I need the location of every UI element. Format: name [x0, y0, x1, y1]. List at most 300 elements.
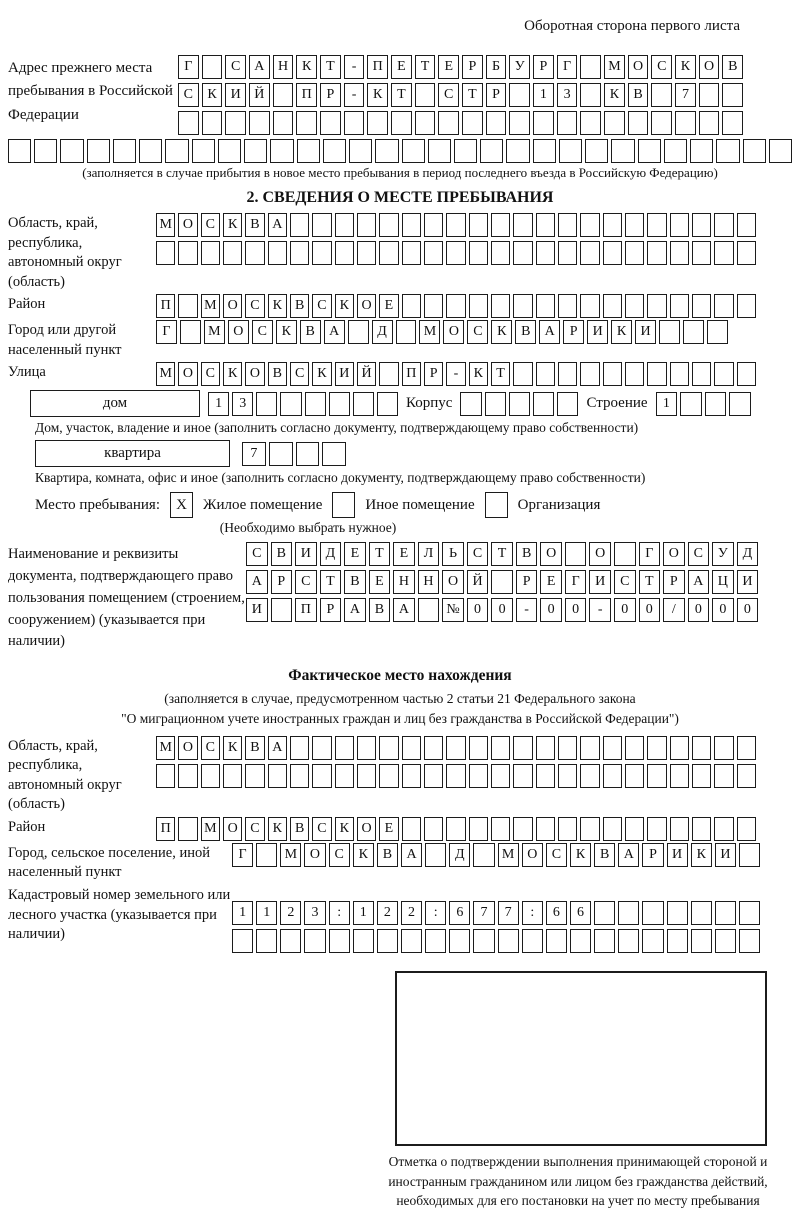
char-cell[interactable]	[533, 392, 554, 416]
char-cell[interactable]	[737, 362, 756, 386]
char-cell[interactable]	[273, 83, 294, 107]
char-cell[interactable]	[244, 139, 267, 163]
char-cell[interactable]	[513, 362, 532, 386]
char-cell[interactable]: 7	[675, 83, 696, 107]
char-cell[interactable]: С	[329, 843, 350, 867]
char-cell[interactable]	[469, 213, 488, 237]
char-cell[interactable]	[647, 764, 666, 788]
char-cell[interactable]: П	[156, 294, 175, 318]
char-cell[interactable]	[297, 139, 320, 163]
char-cell[interactable]	[8, 139, 31, 163]
char-cell[interactable]	[402, 736, 421, 760]
char-cell[interactable]: Д	[449, 843, 470, 867]
char-cell[interactable]	[737, 294, 756, 318]
char-cell[interactable]	[424, 764, 443, 788]
char-cell[interactable]	[707, 320, 728, 344]
residential-checkbox[interactable]: X	[170, 492, 193, 518]
char-cell[interactable]	[304, 929, 325, 953]
char-cell[interactable]	[647, 241, 666, 265]
char-cell[interactable]	[670, 294, 689, 318]
char-cell[interactable]: К	[604, 83, 625, 107]
char-cell[interactable]: И	[737, 570, 759, 594]
char-cell[interactable]: 1	[533, 83, 554, 107]
char-cell[interactable]: К	[469, 362, 488, 386]
char-cell[interactable]: Р	[271, 570, 293, 594]
char-cell[interactable]	[594, 929, 615, 953]
char-cell[interactable]: Е	[379, 817, 398, 841]
char-cell[interactable]	[692, 241, 711, 265]
char-cell[interactable]: 7	[498, 901, 519, 925]
char-cell[interactable]: С	[651, 55, 672, 79]
char-cell[interactable]: Й	[467, 570, 489, 594]
char-cell[interactable]: М	[201, 817, 220, 841]
char-cell[interactable]: О	[540, 542, 562, 566]
char-cell[interactable]	[536, 213, 555, 237]
char-cell[interactable]	[245, 764, 264, 788]
char-cell[interactable]	[642, 929, 663, 953]
char-cell[interactable]: Д	[372, 320, 393, 344]
char-cell[interactable]: У	[712, 542, 734, 566]
char-cell[interactable]: К	[296, 55, 317, 79]
char-cell[interactable]: 1	[656, 392, 678, 416]
char-cell[interactable]	[739, 929, 760, 953]
char-cell[interactable]	[536, 241, 555, 265]
char-cell[interactable]: В	[515, 320, 536, 344]
char-cell[interactable]: М	[156, 362, 175, 386]
char-cell[interactable]	[603, 213, 622, 237]
char-cell[interactable]: Г	[565, 570, 587, 594]
char-cell[interactable]	[580, 362, 599, 386]
char-cell[interactable]: -	[516, 598, 538, 622]
char-cell[interactable]: №	[442, 598, 464, 622]
char-cell[interactable]	[737, 817, 756, 841]
char-cell[interactable]	[402, 294, 421, 318]
char-cell[interactable]: М	[419, 320, 440, 344]
char-cell[interactable]: С	[246, 542, 268, 566]
char-cell[interactable]: О	[178, 213, 197, 237]
char-cell[interactable]	[335, 241, 354, 265]
char-cell[interactable]: К	[223, 736, 242, 760]
char-cell[interactable]	[379, 736, 398, 760]
char-cell[interactable]	[415, 83, 436, 107]
char-cell[interactable]: В	[245, 213, 264, 237]
char-cell[interactable]: А	[393, 598, 415, 622]
char-cell[interactable]	[402, 764, 421, 788]
char-cell[interactable]	[667, 901, 688, 925]
char-cell[interactable]	[178, 764, 197, 788]
char-cell[interactable]: 3	[232, 392, 253, 416]
char-cell[interactable]: У	[509, 55, 530, 79]
char-cell[interactable]	[737, 213, 756, 237]
char-cell[interactable]: Г	[156, 320, 177, 344]
char-cell[interactable]	[485, 392, 506, 416]
char-cell[interactable]	[580, 83, 601, 107]
char-cell[interactable]: И	[295, 542, 317, 566]
char-cell[interactable]	[296, 442, 320, 466]
char-cell[interactable]	[513, 241, 532, 265]
char-cell[interactable]: Т	[491, 362, 510, 386]
char-cell[interactable]	[329, 929, 350, 953]
char-cell[interactable]	[424, 736, 443, 760]
char-cell[interactable]: -	[446, 362, 465, 386]
char-cell[interactable]	[647, 213, 666, 237]
char-cell[interactable]	[201, 764, 220, 788]
char-cell[interactable]	[449, 929, 470, 953]
char-cell[interactable]: -	[344, 55, 365, 79]
char-cell[interactable]	[178, 294, 197, 318]
char-cell[interactable]: Р	[642, 843, 663, 867]
char-cell[interactable]	[256, 929, 277, 953]
char-cell[interactable]: Т	[320, 570, 342, 594]
char-cell[interactable]	[680, 392, 702, 416]
char-cell[interactable]	[558, 213, 577, 237]
char-cell[interactable]	[714, 362, 733, 386]
char-cell[interactable]: К	[223, 362, 242, 386]
char-cell[interactable]	[625, 294, 644, 318]
char-cell[interactable]: С	[201, 362, 220, 386]
char-cell[interactable]: В	[377, 843, 398, 867]
char-cell[interactable]	[625, 241, 644, 265]
char-cell[interactable]	[714, 736, 733, 760]
char-cell[interactable]: 2	[280, 901, 301, 925]
char-cell[interactable]	[594, 901, 615, 925]
char-cell[interactable]: Е	[391, 55, 412, 79]
char-cell[interactable]	[618, 929, 639, 953]
char-cell[interactable]	[87, 139, 110, 163]
char-cell[interactable]: О	[357, 817, 376, 841]
char-cell[interactable]: В	[722, 55, 743, 79]
char-cell[interactable]: Р	[424, 362, 443, 386]
char-cell[interactable]: Р	[563, 320, 584, 344]
char-cell[interactable]	[454, 139, 477, 163]
char-cell[interactable]: П	[296, 83, 317, 107]
char-cell[interactable]: 1	[256, 901, 277, 925]
char-cell[interactable]	[486, 111, 507, 135]
char-cell[interactable]	[558, 362, 577, 386]
char-cell[interactable]	[716, 139, 739, 163]
char-cell[interactable]	[536, 362, 555, 386]
char-cell[interactable]	[509, 111, 530, 135]
char-cell[interactable]	[715, 929, 736, 953]
char-cell[interactable]	[580, 55, 601, 79]
char-cell[interactable]	[418, 598, 440, 622]
char-cell[interactable]	[438, 111, 459, 135]
char-cell[interactable]	[558, 294, 577, 318]
char-cell[interactable]: Е	[379, 294, 398, 318]
char-cell[interactable]: С	[438, 83, 459, 107]
char-cell[interactable]: М	[498, 843, 519, 867]
char-cell[interactable]	[425, 929, 446, 953]
char-cell[interactable]	[659, 320, 680, 344]
char-cell[interactable]: К	[268, 817, 287, 841]
char-cell[interactable]	[280, 392, 301, 416]
char-cell[interactable]	[256, 392, 277, 416]
char-cell[interactable]	[580, 213, 599, 237]
char-cell[interactable]: :	[329, 901, 350, 925]
char-cell[interactable]	[425, 843, 446, 867]
char-cell[interactable]: 7	[473, 901, 494, 925]
char-cell[interactable]	[558, 241, 577, 265]
char-cell[interactable]: П	[295, 598, 317, 622]
char-cell[interactable]	[218, 139, 241, 163]
char-cell[interactable]	[533, 139, 556, 163]
char-cell[interactable]	[245, 241, 264, 265]
char-cell[interactable]	[329, 392, 350, 416]
char-cell[interactable]	[312, 241, 331, 265]
char-cell[interactable]	[469, 294, 488, 318]
char-cell[interactable]	[268, 764, 287, 788]
char-cell[interactable]	[320, 111, 341, 135]
char-cell[interactable]: А	[688, 570, 710, 594]
char-cell[interactable]	[401, 929, 422, 953]
char-cell[interactable]: Е	[393, 542, 415, 566]
char-cell[interactable]	[715, 901, 736, 925]
char-cell[interactable]	[603, 362, 622, 386]
char-cell[interactable]	[670, 817, 689, 841]
char-cell[interactable]: К	[335, 817, 354, 841]
char-cell[interactable]	[603, 736, 622, 760]
char-cell[interactable]	[353, 392, 374, 416]
char-cell[interactable]	[769, 139, 792, 163]
char-cell[interactable]	[647, 362, 666, 386]
char-cell[interactable]	[296, 111, 317, 135]
char-cell[interactable]: К	[367, 83, 388, 107]
char-cell[interactable]: А	[246, 570, 268, 594]
char-cell[interactable]	[692, 764, 711, 788]
char-cell[interactable]	[729, 392, 751, 416]
char-cell[interactable]	[699, 83, 720, 107]
char-cell[interactable]: 0	[712, 598, 734, 622]
char-cell[interactable]	[692, 736, 711, 760]
char-cell[interactable]	[344, 111, 365, 135]
char-cell[interactable]	[270, 139, 293, 163]
char-cell[interactable]	[424, 817, 443, 841]
char-cell[interactable]: 2	[377, 901, 398, 925]
char-cell[interactable]: И	[225, 83, 246, 107]
char-cell[interactable]	[428, 139, 451, 163]
char-cell[interactable]	[377, 392, 398, 416]
char-cell[interactable]	[670, 736, 689, 760]
char-cell[interactable]	[290, 736, 309, 760]
char-cell[interactable]: 6	[449, 901, 470, 925]
char-cell[interactable]	[580, 241, 599, 265]
char-cell[interactable]: А	[401, 843, 422, 867]
char-cell[interactable]: В	[516, 542, 538, 566]
char-cell[interactable]	[642, 901, 663, 925]
char-cell[interactable]	[743, 139, 766, 163]
char-cell[interactable]: В	[594, 843, 615, 867]
char-cell[interactable]: С	[290, 362, 309, 386]
char-cell[interactable]	[670, 241, 689, 265]
char-cell[interactable]: М	[201, 294, 220, 318]
char-cell[interactable]	[611, 139, 634, 163]
char-cell[interactable]	[491, 817, 510, 841]
char-cell[interactable]: Б	[486, 55, 507, 79]
char-cell[interactable]	[651, 111, 672, 135]
char-cell[interactable]	[349, 139, 372, 163]
char-cell[interactable]	[424, 213, 443, 237]
char-cell[interactable]	[415, 111, 436, 135]
char-cell[interactable]	[473, 843, 494, 867]
char-cell[interactable]	[391, 111, 412, 135]
char-cell[interactable]	[113, 139, 136, 163]
char-cell[interactable]: Р	[533, 55, 554, 79]
char-cell[interactable]	[670, 764, 689, 788]
char-cell[interactable]: Е	[344, 542, 366, 566]
char-cell[interactable]	[178, 241, 197, 265]
char-cell[interactable]	[498, 929, 519, 953]
char-cell[interactable]: Т	[391, 83, 412, 107]
char-cell[interactable]	[139, 139, 162, 163]
char-cell[interactable]: О	[178, 736, 197, 760]
char-cell[interactable]: 2	[401, 901, 422, 925]
char-cell[interactable]	[473, 929, 494, 953]
char-cell[interactable]: М	[156, 213, 175, 237]
char-cell[interactable]	[533, 111, 554, 135]
other-premises-checkbox[interactable]	[332, 492, 355, 518]
char-cell[interactable]	[509, 83, 530, 107]
char-cell[interactable]	[557, 111, 578, 135]
char-cell[interactable]: С	[688, 542, 710, 566]
char-cell[interactable]	[280, 929, 301, 953]
char-cell[interactable]: О	[357, 294, 376, 318]
char-cell[interactable]: Д	[320, 542, 342, 566]
char-cell[interactable]: К	[335, 294, 354, 318]
char-cell[interactable]	[513, 213, 532, 237]
char-cell[interactable]	[480, 139, 503, 163]
char-cell[interactable]	[691, 901, 712, 925]
char-cell[interactable]: С	[201, 736, 220, 760]
char-cell[interactable]: 0	[565, 598, 587, 622]
char-cell[interactable]	[559, 139, 582, 163]
char-cell[interactable]	[647, 294, 666, 318]
char-cell[interactable]: Д	[737, 542, 759, 566]
char-cell[interactable]	[737, 736, 756, 760]
char-cell[interactable]: 0	[737, 598, 759, 622]
char-cell[interactable]	[585, 139, 608, 163]
char-cell[interactable]	[269, 442, 293, 466]
char-cell[interactable]: И	[589, 570, 611, 594]
char-cell[interactable]	[714, 241, 733, 265]
char-cell[interactable]	[614, 542, 636, 566]
char-cell[interactable]: С	[295, 570, 317, 594]
char-cell[interactable]	[335, 764, 354, 788]
char-cell[interactable]	[424, 294, 443, 318]
char-cell[interactable]: Г	[232, 843, 253, 867]
char-cell[interactable]	[290, 241, 309, 265]
char-cell[interactable]: А	[268, 213, 287, 237]
char-cell[interactable]	[268, 241, 287, 265]
char-cell[interactable]	[670, 213, 689, 237]
char-cell[interactable]	[256, 843, 277, 867]
char-cell[interactable]: 0	[688, 598, 710, 622]
char-cell[interactable]	[603, 241, 622, 265]
char-cell[interactable]: С	[614, 570, 636, 594]
char-cell[interactable]	[312, 764, 331, 788]
char-cell[interactable]	[462, 111, 483, 135]
char-cell[interactable]: И	[587, 320, 608, 344]
char-cell[interactable]	[558, 817, 577, 841]
char-cell[interactable]: 3	[557, 83, 578, 107]
char-cell[interactable]	[580, 736, 599, 760]
char-cell[interactable]: В	[268, 362, 287, 386]
char-cell[interactable]	[290, 764, 309, 788]
char-cell[interactable]: В	[271, 542, 293, 566]
char-cell[interactable]: О	[443, 320, 464, 344]
char-cell[interactable]	[201, 241, 220, 265]
char-cell[interactable]: В	[290, 817, 309, 841]
char-cell[interactable]: Р	[516, 570, 538, 594]
char-cell[interactable]	[202, 111, 223, 135]
char-cell[interactable]: Н	[418, 570, 440, 594]
char-cell[interactable]: О	[228, 320, 249, 344]
char-cell[interactable]: В	[245, 736, 264, 760]
char-cell[interactable]	[469, 764, 488, 788]
char-cell[interactable]: П	[156, 817, 175, 841]
char-cell[interactable]: П	[402, 362, 421, 386]
char-cell[interactable]: М	[156, 736, 175, 760]
char-cell[interactable]	[446, 736, 465, 760]
char-cell[interactable]: А	[618, 843, 639, 867]
char-cell[interactable]	[705, 392, 727, 416]
char-cell[interactable]	[625, 736, 644, 760]
char-cell[interactable]: Т	[320, 55, 341, 79]
char-cell[interactable]	[565, 542, 587, 566]
char-cell[interactable]: А	[249, 55, 270, 79]
char-cell[interactable]: :	[425, 901, 446, 925]
char-cell[interactable]	[249, 111, 270, 135]
char-cell[interactable]: М	[280, 843, 301, 867]
char-cell[interactable]	[180, 320, 201, 344]
char-cell[interactable]: С	[245, 817, 264, 841]
char-cell[interactable]: К	[691, 843, 712, 867]
char-cell[interactable]	[402, 817, 421, 841]
char-cell[interactable]	[165, 139, 188, 163]
char-cell[interactable]: 0	[639, 598, 661, 622]
char-cell[interactable]: О	[245, 362, 264, 386]
char-cell[interactable]	[506, 139, 529, 163]
char-cell[interactable]	[353, 929, 374, 953]
char-cell[interactable]: М	[604, 55, 625, 79]
char-cell[interactable]	[699, 111, 720, 135]
char-cell[interactable]: Г	[639, 542, 661, 566]
char-cell[interactable]: Й	[357, 362, 376, 386]
char-cell[interactable]	[714, 213, 733, 237]
char-cell[interactable]	[446, 213, 465, 237]
char-cell[interactable]	[156, 764, 175, 788]
char-cell[interactable]	[379, 213, 398, 237]
char-cell[interactable]	[290, 213, 309, 237]
char-cell[interactable]	[357, 736, 376, 760]
char-cell[interactable]: 6	[546, 901, 567, 925]
char-cell[interactable]	[312, 736, 331, 760]
char-cell[interactable]	[446, 294, 465, 318]
char-cell[interactable]	[667, 929, 688, 953]
char-cell[interactable]	[722, 111, 743, 135]
char-cell[interactable]: Р	[320, 598, 342, 622]
char-cell[interactable]	[675, 111, 696, 135]
char-cell[interactable]	[536, 764, 555, 788]
char-cell[interactable]: О	[663, 542, 685, 566]
char-cell[interactable]: О	[223, 294, 242, 318]
char-cell[interactable]: Е	[369, 570, 391, 594]
char-cell[interactable]: К	[268, 294, 287, 318]
char-cell[interactable]: Л	[418, 542, 440, 566]
char-cell[interactable]: С	[178, 83, 199, 107]
char-cell[interactable]	[491, 241, 510, 265]
char-cell[interactable]	[651, 83, 672, 107]
char-cell[interactable]: В	[344, 570, 366, 594]
